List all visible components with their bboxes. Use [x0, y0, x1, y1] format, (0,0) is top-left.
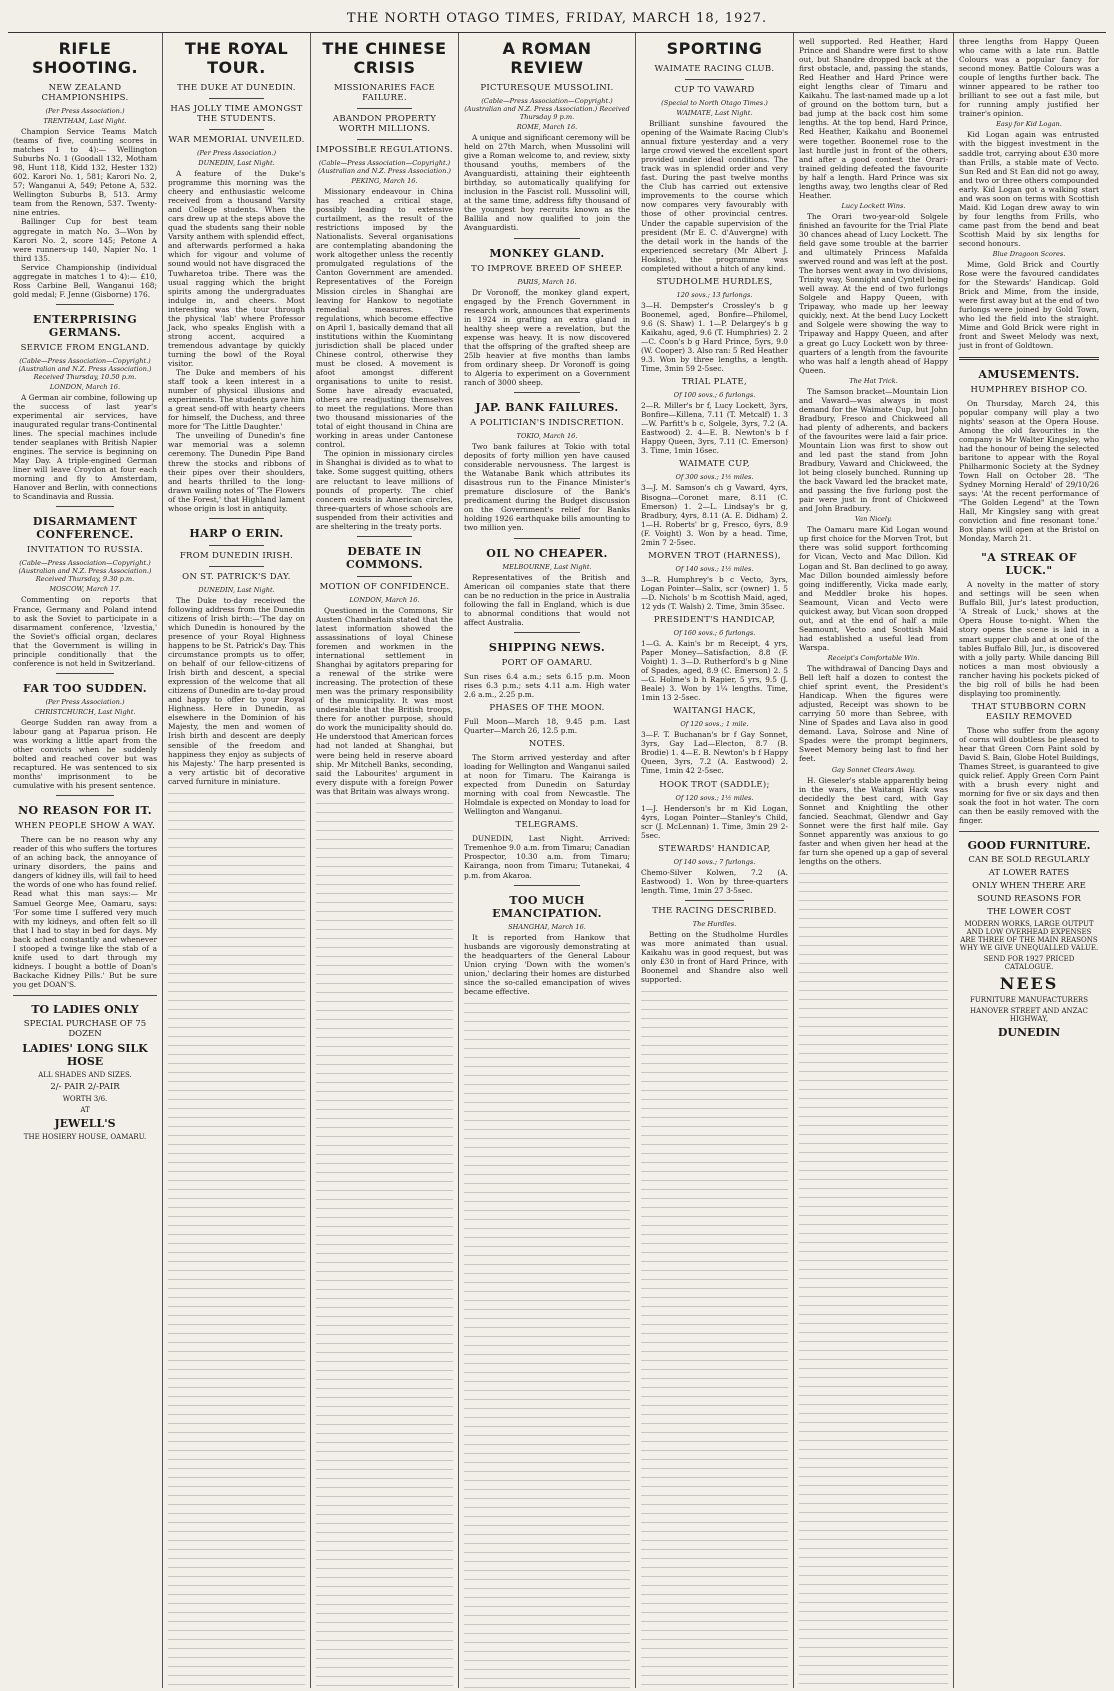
headline-jap-bank: JAP. BANK FAILURES. [475, 401, 619, 415]
divider [514, 632, 580, 633]
race-title: TRIAL PLATE, [681, 377, 748, 388]
divider [209, 545, 264, 546]
dateline: TRENTHAM, Last Night. [43, 117, 127, 125]
subhead: Easy for Kid Logan. [996, 120, 1062, 129]
advert-line: CAN BE SOLD REGULARLY [968, 855, 1090, 866]
race-title: MORVEN TROT (HARNESS), [648, 550, 781, 561]
article-paragraph: well supported. Red Heather, Hard Prince and Shandre were first to show out, but Shandre dropped back at the first obstacle, and, passing the stands, Red Heather and Hard Prince were eight lengths clear of Timaru and Kaikahu. The last-named made up a lot of ground on the bottom turn, but a bad jump at the back cost him some lengths. At the top bend, Hard Prince, Red Heather, Kaikahu and Boonemel were together. Boonemel rose to the last hurdle just in front of the others, and after a good contest the Orari-trained gelding defeated the favourite by half a length. Hard Prince was six lengths away, two lengths clear of Red Heather. [799, 37, 948, 200]
race-title: STUDHOLME HURDLES, [656, 276, 773, 287]
race-result: 2—R. Miller's br f, Lucy Lockett, 3yrs, Bonfire—Killena, 7.11 (T. Metcalf) 1. 3—W. Parfitt's b c, Solgele, 3yrs, 7.2 (A. Eastwood) 2. 4—E. B. Newton's b f Happy Queen, 3yrs, 7.11 (C. Emerson) 3. Time, 1min 16sec. [641, 401, 788, 456]
article-paragraph: It is reported from Hankow that husbands are vigorously demonstrating at the headquarters of the General Labour Union crying 'Down with the women's union,' declaring their homes are disturbed since the so-called emancipation of wives became effective. [464, 932, 630, 996]
dateline: LONDON, March 16. [349, 595, 420, 604]
divider [56, 506, 114, 507]
dateline: MELBOURNE, Last Night. [502, 562, 592, 571]
subhead: The Hurdles. [692, 919, 737, 928]
advert-title: GOOD FURNITURE. [967, 839, 1091, 853]
advert-line: SOUND REASONS FOR [977, 894, 1081, 905]
subhead: THE DUKE AT DUNEDIN. [177, 83, 296, 93]
advert-line: MODERN WORKS, LARGE OUTPUT AND LOW OVERHEAD EXPENSES ARE THREE OF THE MAIN REASONS WHY WE GIVE UNEQUALLED VALUE. [959, 920, 1099, 953]
subhead: NOTES. [528, 739, 566, 750]
article-paragraph: The Samson bracket—Mountain Lion and Vaward—was always in most demand for the Waimate Cup, but John Bradbury, Fresco and Chickweed all had plenty of adherents, and backers of the favourites were laid a fair price. Mountain Lion was first to show out and led past the stand from John Bradbury, Vaward and Chickweed, the lot being closely bunched. Running up the back Vaward led the bracket mate, and passing the five furlong post the pair were just in front of Chickweed and John Bradbury. [799, 386, 948, 514]
headline-streak-of-luck: "A STREAK OF LUCK." [981, 551, 1077, 578]
race-title: STEWARDS' HANDICAP, [658, 843, 771, 854]
divider [357, 139, 412, 140]
text-continuation [641, 987, 788, 1688]
article-paragraph: The withdrawal of Dancing Days and Bell left half a dozen to contest the chief sprint event, the President's Handicap. When the figures were adjusted, Receipt was shown to be carrying 50 more than Sebree, with Nine of Spades and Lava also in good demand. Lava, Solrose and Nine of Spades were the prompt beginners, Sweet Memory being last to find her feet. [799, 664, 948, 764]
article-paragraph: Those who suffer from the agony of corns will doubtless be pleased to hear that Green Corn Paint sold by David S. Bain, Globe Hotel Buildings, Thames Street, is guaranteed to give quick relief. Apply Green Corn Paint with a brush every night and morning for five or six days and then soak the foot in hot water. The corn can then be easily removed with the finger. [959, 725, 1099, 826]
credit-line: (Per Press Association.) [196, 149, 277, 157]
divider [514, 538, 580, 539]
race-terms: Of 140 sovs.; 1½ miles. [675, 564, 754, 573]
dateline: ROME, March 16. [516, 123, 578, 131]
advert-line: LADIES' LONG SILK HOSE [22, 1042, 148, 1068]
race-result: Chemo-Silver Kolwen, 7.2 (A. Eastwood) 1. Won by three-quarters length. Time, 1min 27 3-5sec. [641, 867, 788, 895]
race-result: 3—F. T. Buchanan's br f Gay Sonnet, 3yrs, Gay Lad—Electon, 8.7 (B. Brodie) 1. 4—E. B. Newton's b f Happy Queen, 3yrs, 7.2 (A. Eastwood) 2. Time, 1min 42 2-5sec. [641, 730, 788, 776]
article-paragraph: Ballinger Cup for best team aggregate in match No. 3—Won by Karori No. 2, score 145; Petone A were runners-up 140, Napier No. 1 third 135. [13, 217, 157, 263]
race-title: PRESIDENT'S HANDICAP, [653, 614, 776, 625]
columns [8, 33, 1106, 1688]
headline-enterprising-germans: ENTERPRISING GERMANS. [32, 312, 138, 339]
column-6 [794, 33, 954, 1688]
subhead: WHEN PEOPLE SHOW A WAY. [14, 821, 156, 832]
race-result: 3—J. M. Samson's ch g Vaward, 4yrs, Bisogna—Coronet mare, 8.11 (C. Emerson) 1. 2—L. Lindsay's br g, Bradbury, 4yrs, 8.11 (A. E. Didham) 2. 1—H. Roberts' br g, Fresco, 6yrs, 8.9 (F. Voight) 3. Won by a head. Time, 2min 7 2-5sec. [641, 483, 788, 547]
subhead: TO IMPROVE BREED OF SHEEP. [471, 263, 623, 274]
headline-amusements: AMUSEMENTS. [978, 367, 1080, 381]
subhead: TELEGRAMS. [515, 820, 579, 831]
advert-line: HANOVER STREET AND ANZAC HIGHWAY, [970, 1007, 1088, 1024]
race-terms: Of 140 sovs.; 7 furlongs. [673, 857, 756, 866]
advert-line: ONLY WHEN THERE ARE [972, 881, 1086, 892]
dateline: TOKIO, March 16. [516, 432, 578, 441]
divider [209, 98, 264, 99]
article-paragraph: Brilliant sunshine favoured the opening of the Waimate Racing Club's annual fixture yesterday and a very large crowd viewed the excellent sport provided under ideal conditions. The track was in splendid order and very fast. During the past twelve months the Club has carried out extensive improvements to the course which now compares very favourably with those of other provincial centres. Under the capable supervision of the president (Mr E. C. d'Auvergne) with the detail work in the hands of the experienced secretary (Mr Albert J. Hoskins), the programme was completed without a hitch of any kind. [641, 119, 788, 273]
dateline: MOSCOW, March 17. [49, 585, 121, 594]
subhead: Receipt's Comfortable Win. [827, 654, 920, 662]
divider [959, 357, 1099, 360]
race-title: WAIMATE CUP, [679, 459, 750, 470]
credit-line: (Cable—Press Association—Copyright.) (Australian and N.Z. Press Association.) Received Thursday, 9.30 p.m. [18, 559, 152, 584]
column-3 [311, 33, 459, 1688]
subhead: ABANDON PROPERTY WORTH MILLIONS. [332, 114, 437, 134]
race-terms: Of 300 sovs.; 1½ miles. [675, 473, 754, 482]
advert-line: THE LOWER COST [987, 907, 1071, 918]
advert-line: AT LOWER RATES [988, 868, 1070, 879]
masthead: THE NORTH OTAGO TIMES, FRIDAY, MARCH 18, 1927. [8, 6, 1106, 33]
column-5 [636, 33, 794, 1688]
article-paragraph: Commenting on reports that France, Germany and Poland intend to ask the Soviet to participate in a disarmament conference, 'Izvestia,' the Soviet's official organ, declares that the Government is willing in principle conditionally that the conference is not held in Switzerland. [13, 595, 157, 668]
subhead: Van Nicely. [855, 515, 892, 524]
advert-line: DUNEDIN [997, 1026, 1061, 1040]
divider [56, 673, 114, 674]
advert-shop: JEWELL'S [54, 1117, 116, 1130]
headline-corn: THAT STUBBORN CORN EASILY REMOVED [971, 701, 1087, 722]
article-paragraph: Dr Voronoff, the monkey gland expert, engaged by the French Government in research work, announces that experiments in 1924 in grafting an extra gland in healthy sheep were a revelation, but the expense was heavy. It is now discovered that the offspring of the grafted sheep are 25lb heavier at five months than lambs from ordinary sheep. Dr Voronoff is going to Algeria to experiment on a Government ranch of 3000 sheep. [464, 287, 630, 387]
article-paragraph: three lengths from Happy Queen who came with a late run. Battle Colours was a popular fancy for second money. Battle Colours was a couple of lengths further back. The winner appeared to be rather too brilliant to see out a fast mile, but for running amply justified her trainer's opinion. [959, 37, 1099, 119]
divider [209, 518, 264, 519]
article-paragraph: On Thursday, March 24, this popular company will play a two nights' season at the Opera House. Among the old favourites in the company is Mr Walter Kingsley, who had the honour of being the selected baritone to appear with the Royal Philharmonic Society at the Sydney Town Hall on October 28. 'The Sydney Morning Herald' of 29/10/26 says: 'At the recent performance of "The Golden Legend" at the Town Hall, Mr Kingsley sang with great conviction and fine resonant tone.' Box plans will open at the Bristol on Monday, March 21. [959, 398, 1099, 544]
article-paragraph: There can be no reason why any reader of this who suffers the tortures of an aching back, the annoyance of urinary disorders, the pains and dangers of kidney ills, will fail to heed the words of one who has found relief. Read what this man says:— Mr Samuel George Mee, Oamaru, says: 'For some time I suffered very much with my kidneys, and often felt so ill that I had to stay in bed for days. My back ached constantly and whenever I stooped a twinge like the stab of a knife used to dart through my kidneys. I bought a bottle of Doan's Backache Kidney Pills.' But be sure you get DOAN'S. [13, 835, 157, 989]
advert-nees [959, 831, 1099, 1039]
dateline: CHRISTCHURCH, Last Night. [34, 707, 136, 716]
credit-line: (Per Press Association.) [45, 697, 125, 706]
headline-roman-review: A ROMAN REVIEW [502, 39, 592, 77]
text-continuation [464, 999, 630, 1688]
advert-line: ALL SHADES AND SIZES. [38, 1071, 132, 1079]
article-paragraph: Betting on the Studholme Hurdles was more animated than usual. Kaikahu was in good request, but was only £30 in front of Hard Prince, with Boonemel and Shandre also well supported. [641, 929, 788, 985]
article-paragraph: Mime, Gold Brick and Courtly Rose were the favoured candidates for the Stewards' Handicap. Gold Brick and Mime, from the inside, were first away but at the end of two furlongs were joined by Gold Town, who led the field into the straight. Mime and Gold Brick were right in front and Sweet Melody was next, just in front of Goldtown. [959, 260, 1099, 351]
advert-jewells [13, 995, 157, 1141]
article-paragraph: Kid Logan again was entrusted with the biggest investment in the saddle trot, carrying about £30 more than Frills, a stable mate of Vecto. Sun Red and St Ean did not go away, and two or three others compounded early. Kid Logan got a walking start and was soon on terms with Scottish Maid. Kid Logan drew away to win by four lengths from Frills, who came past from the bend and beat Scottish Maid by six lengths for second honours. [959, 130, 1099, 248]
advert-line: SPECIAL PURCHASE OF 75 DOZEN [23, 1019, 147, 1039]
headline-sporting: SPORTING [666, 39, 763, 58]
race-terms: Of 120 sovs.; 1 mile. [680, 720, 749, 729]
race-title: WAITANGI HACK, [673, 706, 756, 717]
subhead: THE RACING DESCRIBED. [652, 905, 777, 916]
race-title: HOOK TROT (SADDLE); [659, 779, 770, 790]
advert-line: AT [80, 1106, 90, 1114]
article-paragraph: Champion Service Teams Match (teams of five, counting scores in matches 1 to 4):— Wellington Suburbs No. 1 (Goodall 132, Motham 98, Hunt 118, Kidd 132, Hester 132) 602. Karori No. 1, 581; Karori No. 2, 57; Wanganui A, 549; Petone A, 532. Wellington Suburbs B, 513. Army team from the Renown, 537. Twenty-nine entries. [13, 127, 157, 218]
headline-oil: OIL NO CHEAPER. [486, 546, 608, 560]
column-2 [163, 33, 311, 1688]
subhead: INVITATION TO RUSSIA. [26, 545, 144, 556]
headline-harp-o-erin: HARP O ERIN. [189, 526, 284, 540]
divider [209, 566, 264, 567]
credit-line: (Cable—Press Association—Copyright.) (Australian and N.Z. Press Association.) Received Thursday, 10.50 p.m. [18, 356, 152, 381]
article-paragraph: A German air combine, following up the success of last year's experimental air services, have inaugurated regular trans-Continental lines. The special machines include tender seaplanes with British Napier engines. The service is beginning on May Day. A triple-engined German liner will leave Croydon at four each morning and fly to Amsterdam, Hanover and Berlin, with connections to Scandinavia and Russia. [13, 392, 157, 502]
headline-disarmament: DISARMAMENT CONFERENCE. [32, 515, 138, 542]
article-paragraph: A unique and significant ceremony will be held on 27th March, when Mussolini will give a Roman welcome to, and review, sixty thousand youths, members of the Avanguardisti, attaining their eighteenth birthday, so automatically qualifying for inclusion in the Fascist roll. Mussolini will, at the same time, address fifty thousand of the youngest boy recruits known as the Ballila and now qualified to join the Avanguardisti. [464, 133, 630, 233]
subhead: A POLITICIAN'S INDISCRETION. [470, 418, 624, 429]
subhead: MOTION OF CONFIDENCE. [319, 581, 450, 592]
subhead: The Hat Trick. [849, 376, 898, 385]
subhead: Gay Sonnet Clears Away. [831, 765, 916, 774]
dateline: WAIMATE, Last Night. [676, 109, 753, 117]
divider [514, 885, 580, 886]
article-paragraph: Representatives of the British and American oil companies state that there can be no reduction in the price in Australia following the fall in England, which is due to abnormal conditions that would not affect Australia. [464, 572, 630, 627]
headline-chinese-crisis: THE CHINESE CRISIS [322, 39, 447, 77]
article-paragraph: The unveiling of Dunedin's fine war memorial was a solemn ceremony. The Dunedin Pipe Band threw the stocks and ribbons of their pipes over their shoulders, and hearts thrilled to the long-drawn wailing notes of 'The Flowers of the Forest,' that Highland lament whose origin is lost in antiquity. [168, 431, 305, 513]
article-paragraph: Two bank failures at Tokio with total deposits of forty million yen have caused considerable nervousness. The largest is the Watanabe Bank which attributes its disastrous run to the Finance Minister's premature disclosure of the Bank's predicament during the Budget discussion on the Government's relief for Banks holding 1926 earthquake bills amounting to two million yen. [464, 442, 630, 533]
article-paragraph: Questioned in the Commons, Sir Austen Chamberlain stated that the latest information showed the assassinations of loyal Chinese foremen and workmen in the international settlement in Shanghai by agitators preparing for a renewal of the strike were increasing. The protection of these men was the primary responsibility of the municipality. It was most undesirable that the British troops, there for another purpose, should do work the municipality should do. He understood that American forces had not landed at Shanghai, but were being held in reserve aboard ship. Mr Mitchell Banks, seconding, said the Labourites' argument in every dispute with a foreign Power was that Britain was always wrong. [316, 605, 453, 796]
race-result: 3—H. Dempster's Crossley's b g Boonemel, aged, Bonfire—Philomel, 9.6 (S. Shaw) 1. 1—P. Delargey's b g Kaikahu, aged, 9.6 (T. Humphries) 2. 2—C. Coon's b g Hard Prince, 5yrs, 9.0 (W. Cooper) 3. Also ran: 5 Red Heather 9.3. Won by three lengths, a length. Time, 3min 59 2-5sec. [641, 300, 788, 374]
divider [514, 238, 580, 239]
subhead: PHASES OF THE MOON. [489, 702, 605, 713]
headline-emancipation: TOO MUCH EMANCIPATION. [492, 893, 602, 920]
divider [357, 576, 412, 577]
article-paragraph: DUNEDIN, Last Night. Arrived: Tremenhoe 9.0 a.m. from Timaru; Canadian Prospector, 10.30 a.m. from Timaru; Kairanga, noon from Timaru; Tutanekai, 4 p.m. from Akaroa. [464, 834, 630, 880]
subhead: Lucy Lockett Wins. [841, 201, 906, 210]
article-paragraph: The opinion in missionary circles in Shanghai is divided as to what to take. Some suggest quitting, others are reluctant to leave millions of pounds of property. The chief concern exists in American circles, three-quarters of whose schools are suspended from their activities and are sheltering in the treaty ports. [316, 449, 453, 531]
advert-line: WORTH 3/6. [62, 1095, 108, 1103]
subhead: FROM DUNEDIN IRISH. [179, 550, 294, 561]
divider [357, 536, 412, 537]
race-terms: Of 120 sovs.; 1½ miles. [675, 793, 754, 802]
subhead: HAS JOLLY TIME AMONGST THE STUDENTS. [170, 104, 303, 124]
dateline: SHANGHAI, March 16. [508, 922, 586, 931]
dateline: LONDON, March 16. [49, 382, 121, 391]
headline-debate-commons: DEBATE IN COMMONS. [346, 544, 423, 571]
subhead: NEW ZEALAND CHAMPIONSHIPS. [41, 83, 129, 103]
advert-price: 2/- PAIR 2/-PAIR [50, 1082, 120, 1092]
article-paragraph: Service Championship (individual aggregate in matches 1 to 4):— £10, Ross Carbine Bell, Wanganui 168; gold medal; F. Jenne (Gisborne) 176. [13, 262, 157, 299]
article-paragraph: The Orari two-year-old Solgele finished an favourite for the Trial Plate 30 chances ahead of Lucy Lockett. The field gave some trouble at the barrier and ultimately Princess Mafalda swerved round and was left at the post. The horses went away in two divisions, Trinity way, Sonnight and Cyntell being well away. At the end of two furlongs Solgele and Happy Queen, with Tripaway, who made up her leeway quickly, next. At the bend Lucy Lockett and Solgele were showing the way to Tripaway and Happy Queen, and after a great go Lucy Lockett won by three-quarters of a length from the favourite who was half a length ahead of Happy Queen. [799, 211, 948, 375]
subhead: Blue Dragoon Scores. [992, 250, 1066, 259]
race-result: 3—R. Humphrey's b c Vecto, 3yrs, Logan Pointer—Salix, scr (owner) 1. 5—D. Nichols' b m Scottish Maid, aged, 12 yds (T. Walsh) 2. Time, 3min 35sec. [641, 574, 788, 611]
advert-line: FURNITURE MANUFACTURERS [969, 996, 1088, 1005]
race-terms: 120 sovs.; 13 furlongs. [676, 290, 753, 299]
headline-far-too-sudden: FAR TOO SUDDEN. [22, 681, 148, 695]
text-continuation [316, 799, 453, 1688]
subhead: IMPOSSIBLE REGULATIONS. [316, 145, 453, 155]
credit-line: (Special to North Otago Times.) [661, 99, 768, 107]
divider [56, 304, 114, 305]
advert-line: THE HOSIERY HOUSE, OAMARU. [23, 1133, 147, 1141]
article-paragraph: A feature of the Duke's programme this morning was the cheery and enthusiastic welcome received from a thousand 'Varsity and College students. When the cars drew up at the steps above the quad the students sang their noble Varsity anthem with splendid effect, and afterwards performed a haka which for vigour and volume of sound would not have disgraced the Tuwharetoa tribe. There was the usual ragging which the bright spirits among the undergraduates indulge in, and cheers. Most interesting was the tour through the physical 'lab' where Professor Jack, who speaks English with a strong accent, acquired a tremendous advantage by quickly turning the bowl of the Royal visitor. [168, 169, 305, 368]
advert-title: TO LADIES ONLY [31, 1003, 139, 1016]
article-paragraph: The Duke to-day received the following address from the Dunedin citizens of Irish birth:—'The day on which Dunedin is honoured by the presence of your Royal Highness happens to be St. Patrick's Day. This circumstance prompts us to offer, on behalf of our fellow-citizens of Irish birth and descent, a special expression of the welcome that all citizens of Dunedin are to-day proud and happy to offer to your Royal Highness. Here in Dunedin, as elsewhere in the Dominion of his Majesty, the men and women of Irish birth and descent are deeply sensible of the freedom and happiness they enjoy as subjects of his Majesty.' The harp presented is a very artistic bit of decorative carved furniture in miniature. [168, 595, 306, 786]
text-continuation [168, 789, 305, 1688]
advert-brand: NEES [999, 974, 1059, 994]
divider [209, 129, 264, 130]
article-paragraph: The Storm arrived yesterday and after loading for Wellington and Wanganui sailed at noon for Timaru. The Kairanga is expected from Dunedin on Saturday morning with coal from Newcastle. The Holmdale is expected on Monday to load for Wellington and Wanganui. [464, 753, 630, 817]
race-result: 1—J. Henderson's br m Kid Logan, 4yrs, Logan Pointer—Stanley's Child, scr (J. McLennan) 1. Time, 3min 29 2-5sec. [641, 803, 788, 840]
credit-line: (Per Press Association.) [45, 107, 125, 115]
article-paragraph: George Sudden ran away from a labour gang at Paparua prison. He was working a little apart from the other convicts when he suddenly bolted and reached cover but was recaptured. He was sentenced to six months' imprisonment to be cumulative with his present sentence. [13, 717, 157, 791]
column-1 [8, 33, 163, 1688]
article-paragraph: The Oamaru mare Kid Logan wound up first choice for the Morven Trot, but there was solid support forthcoming for Vican, Vecto and Mac Dillon. Kid Logan and St. Ban declined to go away, Mac Dillon bounded aimlessly before going indifferently, Vicka made early, and Meddler broke his hopes. Seamount, Vican and Vecto were quickest away, but Vican soon dropped out, and at the end of half a mile Seamount, Vecto and Scottish Maid had established a useful lead from Warspa. [799, 525, 948, 652]
credit-line: (Cable—Press Association—Copyright.) (Australian and N.Z. Press Association.) Received Thursday 9 p.m. [464, 97, 630, 121]
subhead: CUP TO VAWARD [674, 85, 755, 95]
article-paragraph: Missionary endeavour in China has reached a critical stage, possibly leading to extensive curtailment, as the result of the restrictions imposed by the Nationalists. Several organisations are contemplating abandoning the work altogether unless the recently promulgated regulations of the Canton Government are amended. Representatives of the Foreign Mission circles in Shanghai are leaving for Hankow to negotiate remedial measures. The regulations, which become effective on April 1, basically demand that all institutions within the Kuomintang jurisdiction shall be placed under Chinese control, otherwise they must be closed. A movement is afoot amongst different organisations to unite to resist. Some have already evacuated, others are readjusting themselves to meet the regulations. More than two thousand missionaries of the total of eight thousand in China are working in areas under Cantonese control. [316, 187, 453, 450]
subhead: WAIMATE RACING CLUB. [654, 64, 775, 74]
headline-no-reason: NO REASON FOR IT. [18, 804, 152, 818]
dateline: DUNEDIN, Last Night. [198, 159, 275, 167]
headline-monkey-gland: MONKEY GLAND. [489, 246, 605, 260]
race-terms: Of 160 sovs.; 6 furlongs. [673, 628, 756, 637]
subhead: PICTURESQUE MUSSOLINI. [480, 83, 614, 93]
article-paragraph: Full Moon—March 18, 9.45 p.m. Last Quarter—March 26, 12.5 p.m. [464, 716, 630, 735]
column-7 [954, 33, 1104, 1688]
article-paragraph: The Duke and members of his staff took a keen interest in a number of physical illusions and experiments. The students gave him a great send-off with hearty cheers for himself, the Duchess, and three more for 'The Little Daughter.' [168, 368, 305, 432]
divider [685, 900, 744, 901]
subhead: WAR MEMORIAL UNVEILED. [168, 135, 305, 145]
article-paragraph: H. Gieseler's stable apparently being in the wars, the Waitangi Hack was decidedly the best card, with Gay Sonnet and Knightling the other fancied. Seachmat, Glendwr and Gay Sonnet were the first half mile. Gay Sonnet apparently was anxious to go faster and when given her head at the far turn she opened up a gap of several lengths on the others. [799, 775, 948, 866]
dateline: PARIS, March 16. [517, 277, 577, 286]
credit-line: (Cable—Press Association—Copyright.) (Australian and N.Z. Press Association.) [317, 159, 451, 175]
dateline: PEKING, March 16. [351, 177, 418, 185]
divider [685, 79, 744, 80]
text-continuation [799, 869, 948, 1688]
race-result: 1—G. A. Kain's br m Receipt, 4 yrs, Paper Money—Satisfaction, 8.8 (F. Voight) 1. 3—D. Rutherford's b g Nine of Spades, aged, 8.9 (C. Emerson) 2. 5—G. Holme's b h Rapier, 5 yrs, 9.5 (J. Beale) 3. Won by 1¼ lengths. Time, 1min 13 2-5sec. [641, 638, 788, 703]
dateline: DUNEDIN, Last Night. [198, 585, 275, 594]
advert-line: SEND FOR 1927 PRICED CATALOGUE. [983, 955, 1075, 972]
headline-rifle-shooting: RIFLE SHOOTING. [31, 39, 139, 77]
subhead: SERVICE FROM ENGLAND. [20, 342, 150, 353]
divider [56, 795, 114, 796]
subhead: ON ST. PATRICK'S DAY. [182, 571, 291, 582]
article-paragraph: A novelty in the matter of story and settings will be seen when Buffalo Bill, Jur's latest production, 'A Streak of Luck,' shows at the Opera House to-night. When the story opens the scene is laid in a smart supper club and at one of the tables Buffalo Bill, Jur., is discovered with a jolly party. While dancing Bill notices a man most obviously a rancher having his pockets picked of the big roll of bills he had been displaying too prominently. [959, 580, 1099, 698]
race-terms: Of 100 sovs.; 6 furlongs. [673, 391, 756, 400]
headline-royal-tour: THE ROYAL TOUR. [184, 39, 289, 77]
subhead: PORT OF OAMARU. [501, 657, 593, 668]
headline-shipping: SHIPPING NEWS. [488, 640, 606, 654]
column-4 [459, 33, 636, 1688]
subhead: MISSIONARIES FACE FAILURE. [333, 83, 436, 103]
divider [514, 392, 580, 393]
article-paragraph: Sun rises 6.4 a.m.; sets 6.15 p.m. Moon rises 6.3 p.m.; sets 4.11 a.m. High water 2.6 a.m., 2.25 p.m. [464, 671, 630, 699]
divider [357, 108, 412, 109]
subhead: HUMPHREY BISHOP CO. [970, 384, 1088, 395]
